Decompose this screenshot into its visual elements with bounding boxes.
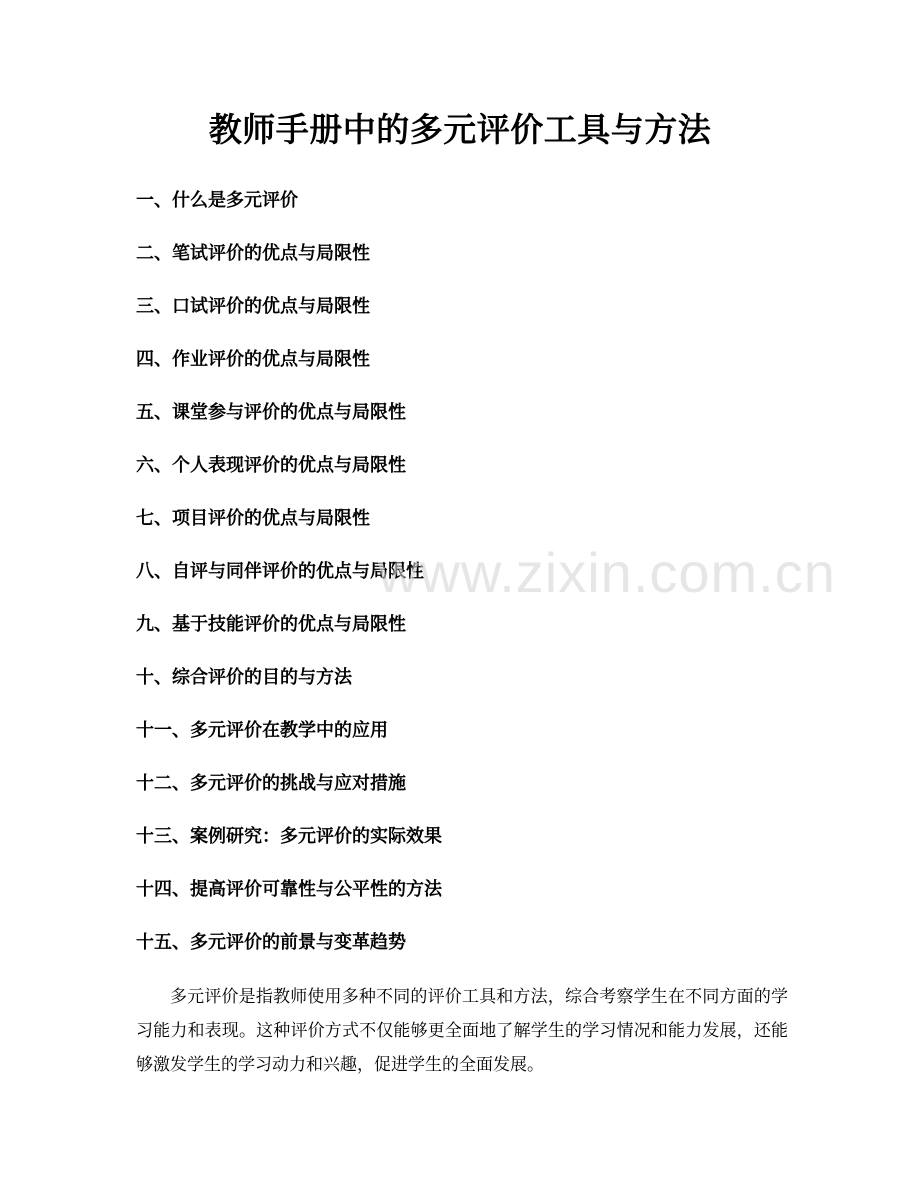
watermark: www.zixin.com.cn [378,541,836,604]
table-of-contents [136,186,796,981]
toc-item: 十二、多元评价的挑战与应对措施 [136,773,406,794]
toc-item: 六、个人表现评价的优点与局限性 [136,455,406,476]
toc-item: 七、项目评价的优点与局限性 [136,508,370,529]
toc-item: 三、口试评价的优点与局限性 [136,296,370,317]
intro-paragraph: 多元评价是指教师使用多种不同的评价工具和方法，综合考察学生在不同方面的学习能力和表现。这种评价方式不仅能够更全面地了解学生的学习情况和能力发展，还能够激发学生的学习动力和兴趣，促进学生的全面发展。 [136,987,788,1075]
toc-item: 一、什么是多元评价 [136,190,298,211]
toc-item: 五、课堂参与评价的优点与局限性 [136,402,406,423]
toc-item: 十三、案例研究：多元评价的实际效果 [136,826,442,847]
toc-item: 八、自评与同伴评价的优点与局限性 [136,561,424,582]
toc-item: 十四、提高评价可靠性与公平性的方法 [136,879,442,900]
toc-item: 二、笔试评价的优点与局限性 [136,243,370,264]
toc-item: 十五、多元评价的前景与变革趋势 [136,932,406,953]
toc-item: 九、基于技能评价的优点与局限性 [136,614,406,635]
document-title: 教师手册中的多元评价工具与方法 [208,110,712,149]
toc-item: 十、综合评价的目的与方法 [136,667,352,688]
toc-item: 四、作业评价的优点与局限性 [136,349,370,370]
toc-item: 十一、多元评价在教学中的应用 [136,720,388,741]
